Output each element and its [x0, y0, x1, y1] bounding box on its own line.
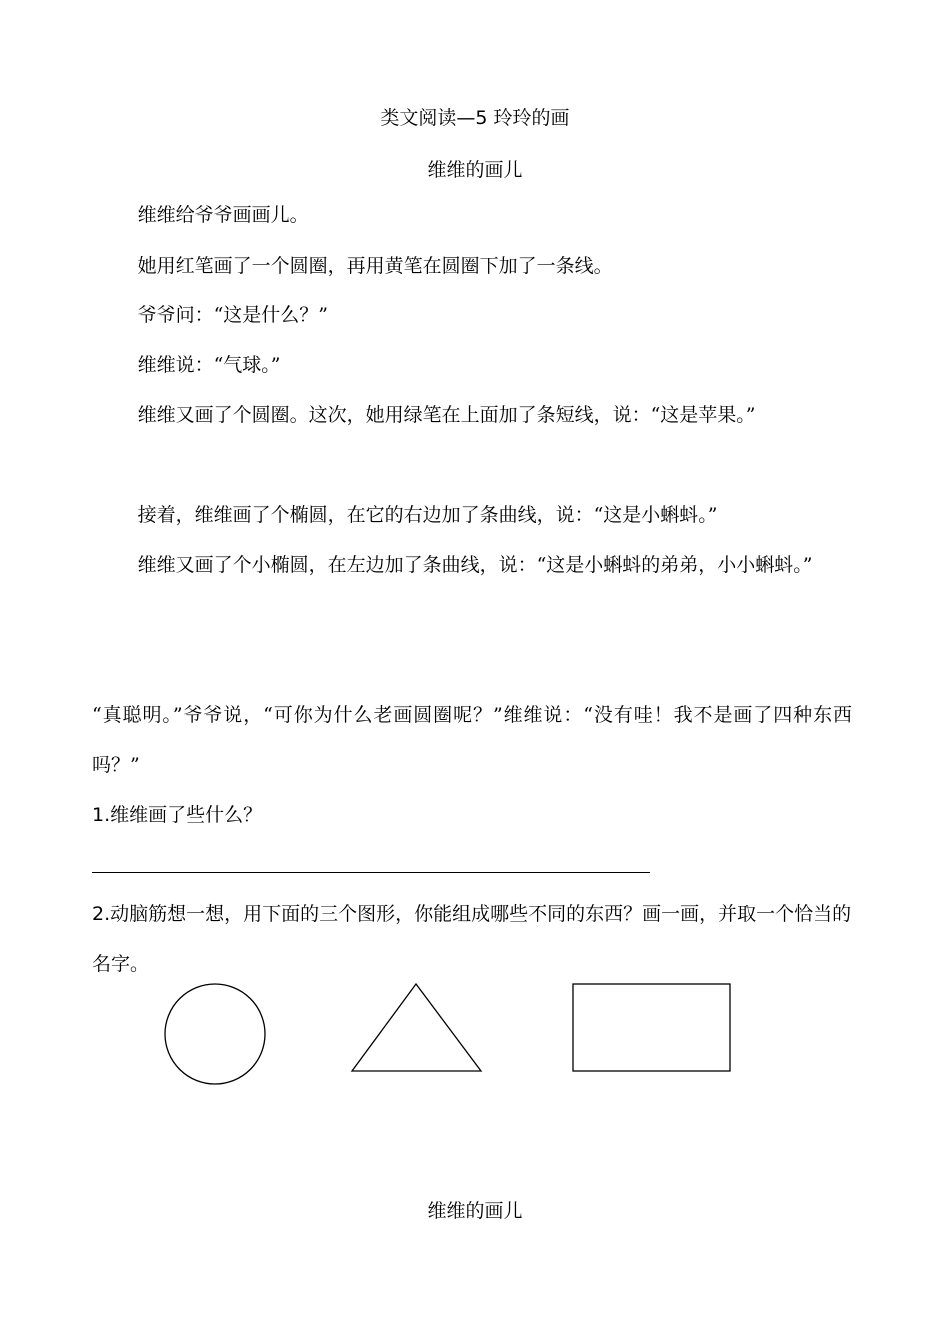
- triangle-shape: [352, 984, 481, 1071]
- story-paragraph-7: 维维又画了个小椭圆，在左边加了条曲线，说：“这是小蝌蚪的弟弟，小小蝌蚪。”: [137, 554, 813, 576]
- story-paragraph-2: 她用红笔画了一个圆圈，再用黄笔在圆圈下加了一条线。: [137, 255, 613, 277]
- question-2: 2.动脑筋想一想，用下面的三个图形，你能组成哪些不同的东西？画一画，并取一个恰当的名字。: [92, 903, 852, 975]
- story-paragraph-3: 爷爷问：“这是什么？”: [137, 304, 329, 326]
- story-title: 维维的画儿: [427, 159, 523, 181]
- story-paragraph-5: 维维又画了个圆圈。这次，她用绿笔在上面加了条短线，说：“这是苹果。”: [137, 404, 756, 426]
- circle-shape: [165, 984, 265, 1084]
- footer-caption: 维维的画儿: [427, 1200, 523, 1222]
- document-title: 类文阅读—5 玲玲的画: [380, 107, 570, 129]
- question-1: 1.维维画了些什么？: [92, 804, 263, 826]
- story-paragraph-1: 维维给爷爷画画儿。: [137, 204, 309, 226]
- story-paragraph-8: “真聪明。”爷爷说，“可你为什么老画圆圈呢？”维维说：“没有哇！我不是画了四种东西吗？”: [92, 704, 852, 776]
- story-paragraph-4: 维维说：“气球。”: [137, 354, 281, 376]
- rectangle-shape: [573, 984, 730, 1071]
- story-paragraph-6: 接着，维维画了个椭圆，在它的右边加了条曲线，说：“这是小蝌蚪。”: [137, 504, 718, 526]
